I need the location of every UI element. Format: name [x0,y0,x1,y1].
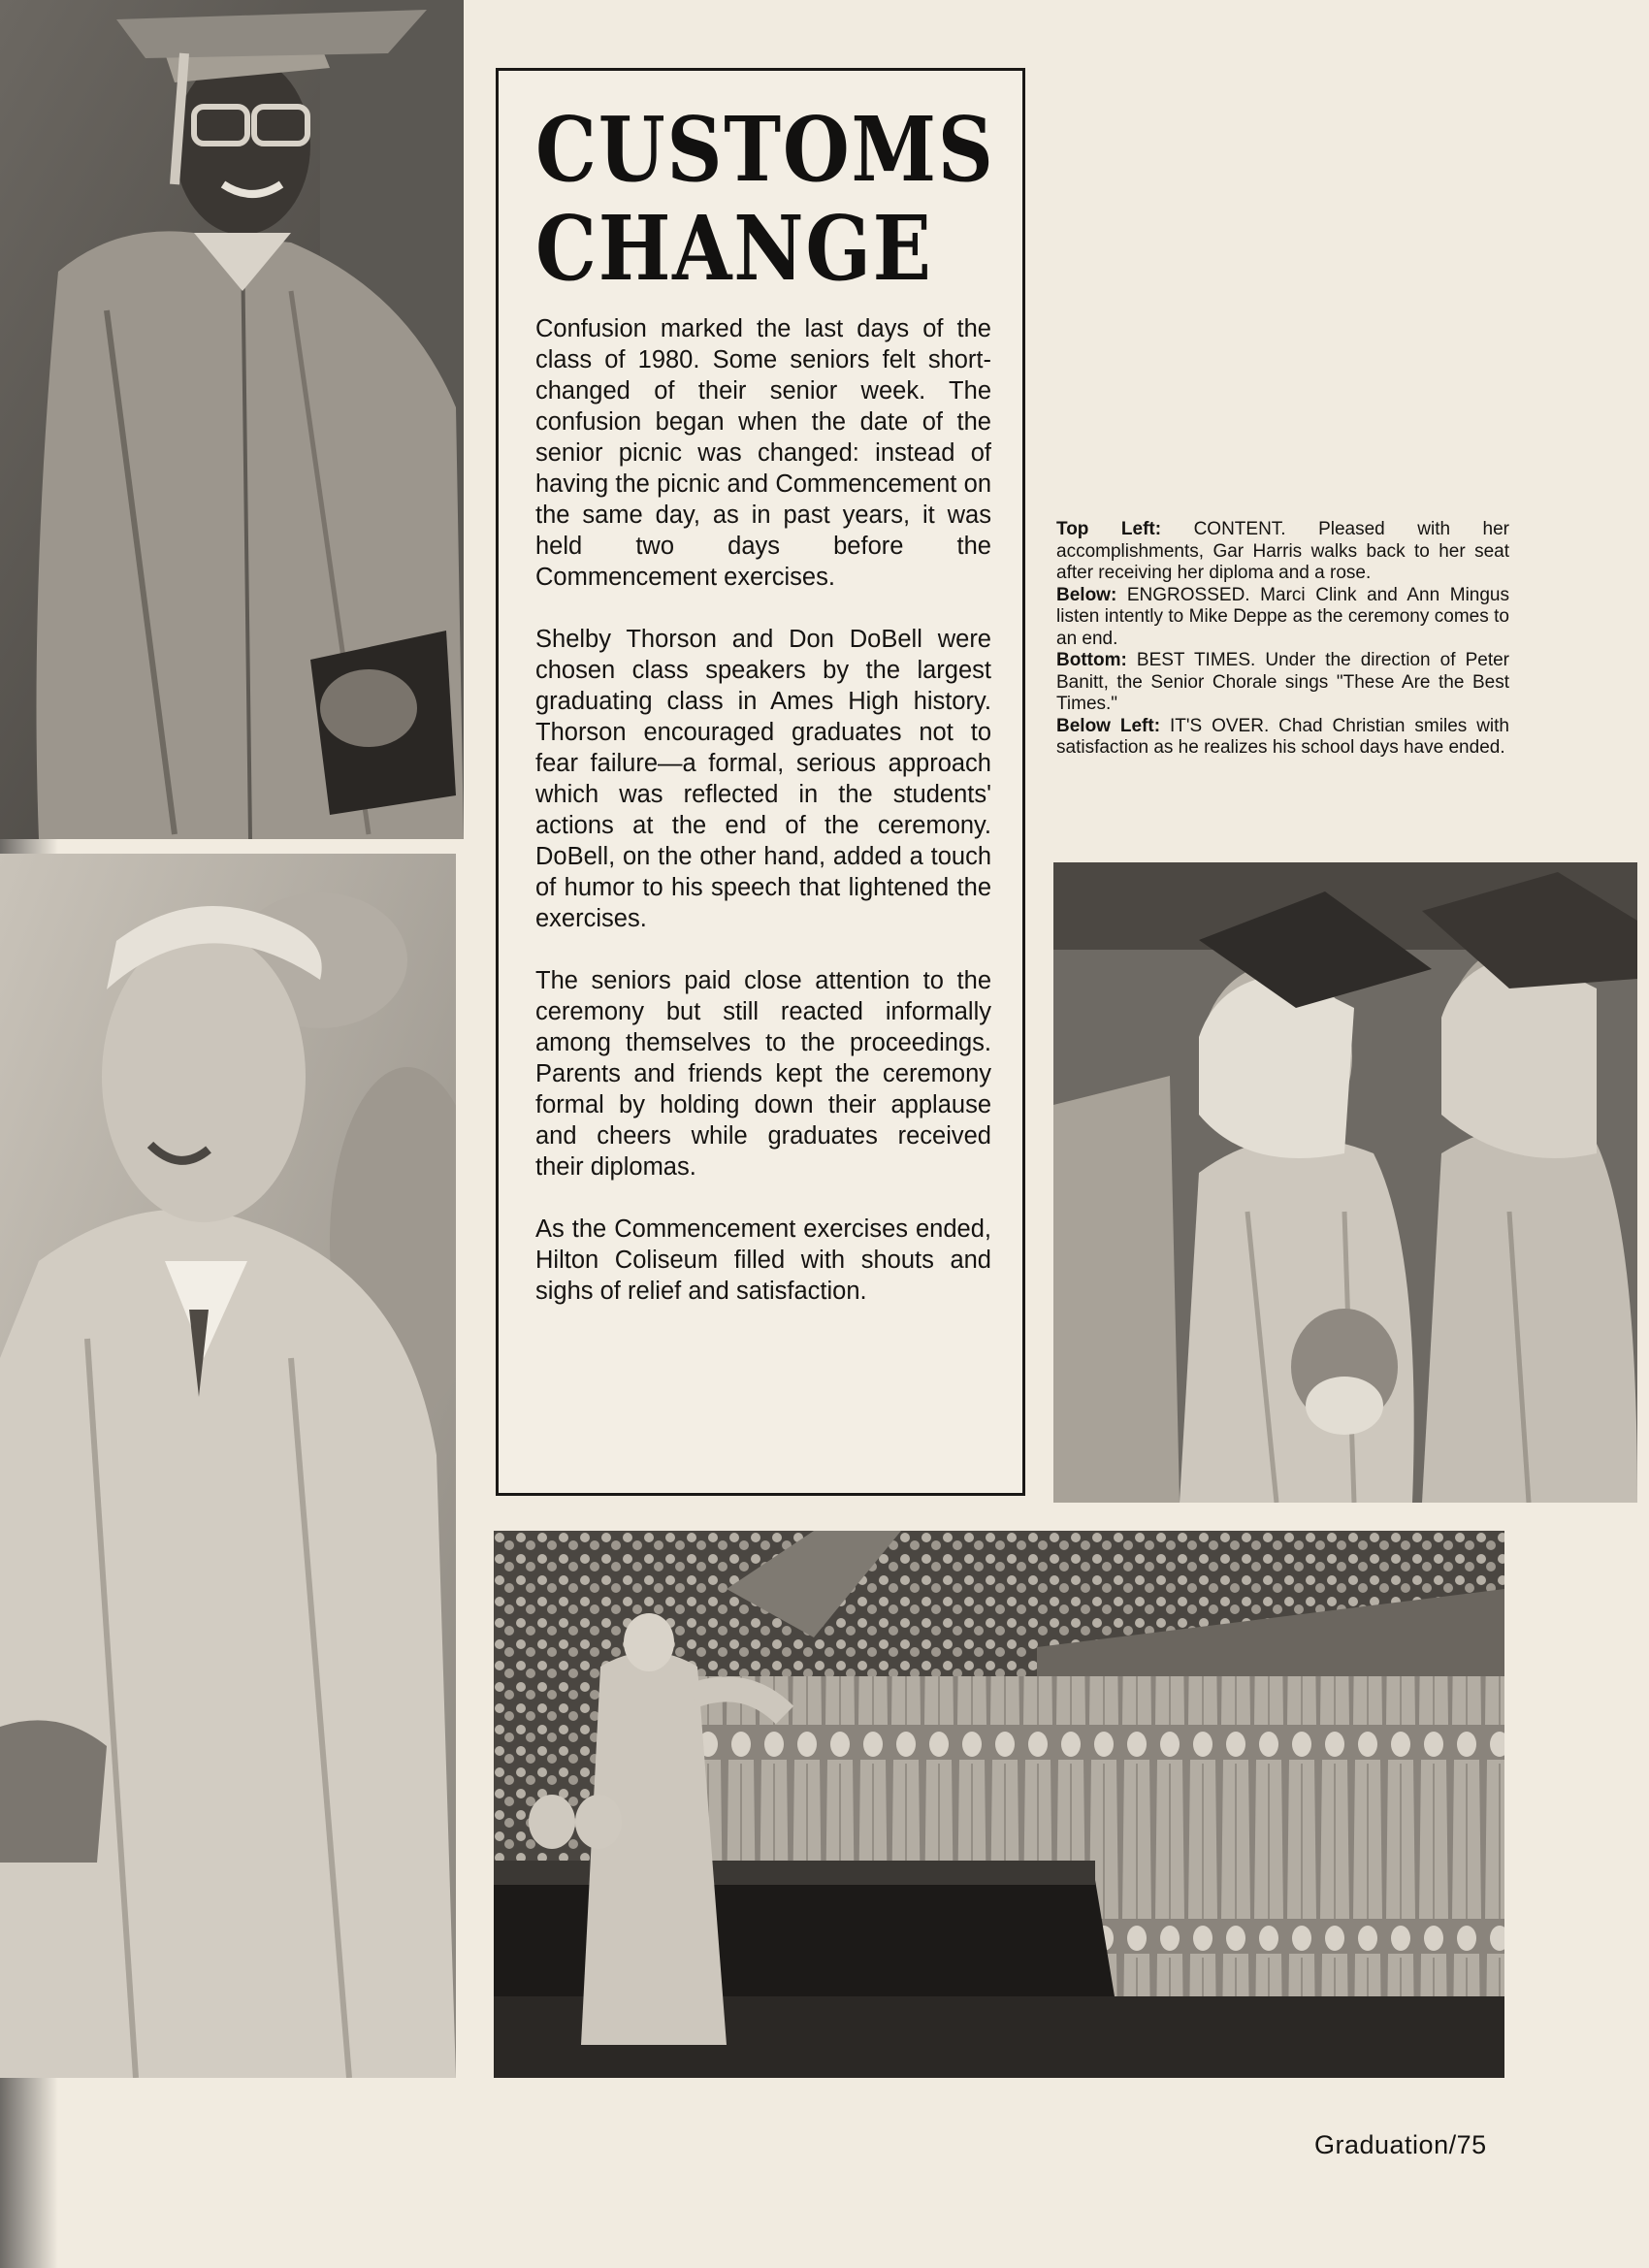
caption-text: BEST TIMES. Under the direction of Peter Banitt, the Senior Chorale sings "These Are the Best Times." [1056,650,1509,714]
headline-line-1: CUSTOMS [535,97,995,202]
page-folio: Graduation/75 [1314,2130,1487,2159]
photo-captions [1056,519,1509,760]
caption-label: Top Left: [1056,519,1162,539]
photo-graduate-top-left [0,0,464,839]
caption-top-left [1056,519,1509,585]
photo-graduate-below-left [0,854,456,2078]
caption-below-left [1056,716,1509,760]
photo-senior-chorale [494,1531,1504,2078]
story-paragraph-1: Confusion marked the last days of the class of 1980. Some seniors felt short-changed of their senior week. The confusion began when the date of the senior picnic was changed: instead of having the picnic and Commencement on the same day, as in past years, it was held two days before the Commencement exercises. [535,315,991,591]
caption-text: CONTENT. Pleased with her accomplishments, Gar Harris walks back to her seat after receiving her diploma and a rose. [1056,519,1510,583]
caption-below [1056,585,1509,651]
photo-graduates-listening [1053,862,1637,1503]
caption-bottom [1056,650,1509,716]
story-paragraph-4: As the Commencement exercises ended, Hilton Coliseum filled with shouts and sighs of relief and satisfaction. [535,1215,991,1305]
story-paragraph-3: The seniors paid close attention to the ceremony but still reacted informally among themselves to the proceedings. Parents and friends kept the ceremony formal by holding down their applause and cheers while graduates received their diplomas. [535,967,991,1181]
caption-text: IT'S OVER. Chad Christian smiles with satisfaction as he realizes his school days have ended. [1056,715,1509,758]
headline-line-2: CHANGE [535,196,933,301]
headline [535,97,995,301]
caption-text: ENGROSSED. Marci Clink and Ann Mingus listen intently to Mike Deppe as the ceremony comes to an end. [1056,584,1509,649]
story-body [535,313,991,1338]
story-paragraph-2: Shelby Thorson and Don DoBell were chosen class speakers by the largest graduating class in Ames High history. Thorson encouraged graduates not to fear failure—a formal, serious approach which was reflected in the students' actions at the end of the ceremony. DoBell, on the other hand, added a touch of humor to his speech that lightened the exercises. [535,626,991,932]
caption-label: Below: [1056,584,1117,605]
story-box [496,68,1025,1496]
caption-label: Bottom: [1056,650,1127,670]
caption-label: Below Left: [1056,715,1161,736]
